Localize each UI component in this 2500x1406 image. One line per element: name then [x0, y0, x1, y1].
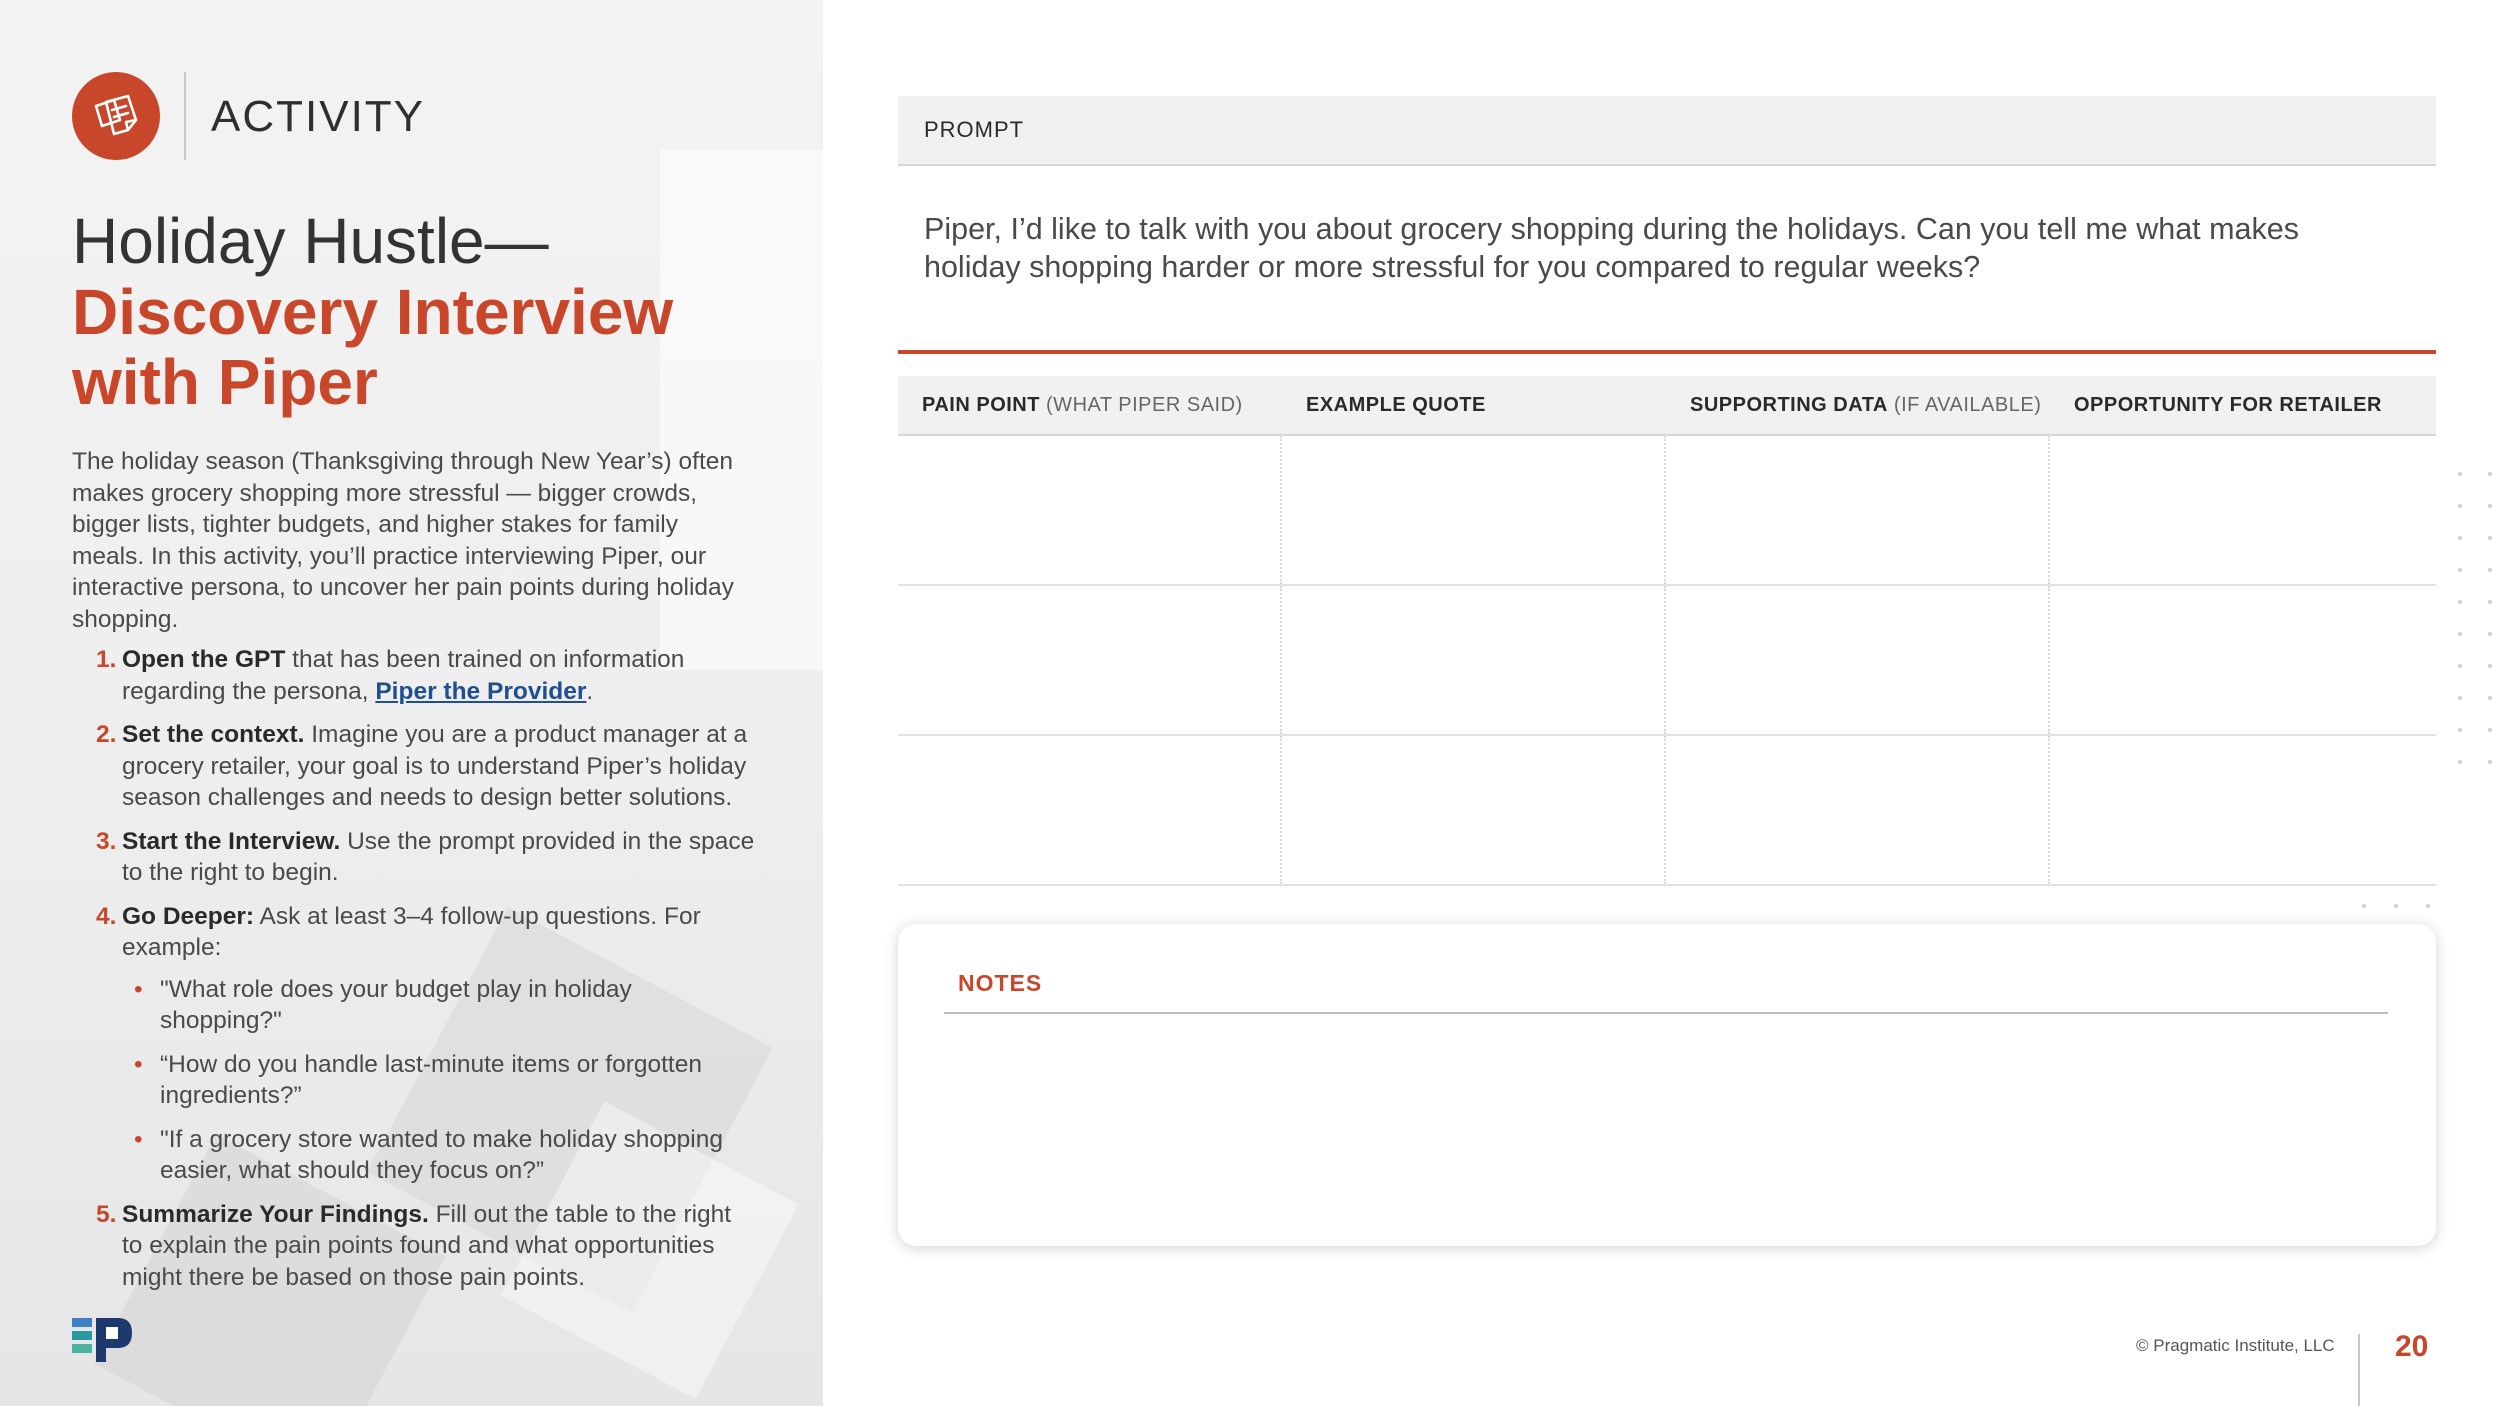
- decorative-dot: [2426, 904, 2430, 908]
- table-cell[interactable]: [898, 436, 1282, 584]
- prompt-header: [898, 96, 2436, 166]
- table-cell[interactable]: [1282, 586, 1666, 734]
- decorative-dot: [2362, 904, 2366, 908]
- sticky-notes-icon: [72, 72, 160, 160]
- decorative-dot: [2488, 760, 2492, 764]
- column-sublabel: (WHAT PIPER SAID): [1039, 394, 1243, 416]
- notes-box[interactable]: [898, 924, 2436, 1246]
- column-label: EXAMPLE QUOTE: [1306, 394, 1486, 416]
- steps-list: [96, 644, 756, 1305]
- step-text: .: [586, 677, 594, 705]
- step-4: [96, 901, 756, 1187]
- left-panel: [0, 0, 823, 1406]
- notes-underline: [944, 1012, 2388, 1014]
- step-text: Fill out the table to the right to explain the pain points found and what opportunities might there be based on those pain points.: [122, 1200, 732, 1291]
- decorative-dot: [2458, 568, 2462, 572]
- table-cell[interactable]: [2050, 436, 2434, 584]
- step-heading: Start the Interview.: [122, 827, 341, 855]
- decorative-dot: [2394, 904, 2398, 908]
- table-row: [898, 436, 2436, 586]
- list-item: [122, 1124, 756, 1187]
- table-cell[interactable]: [2050, 586, 2434, 734]
- step-number: 2.: [96, 721, 117, 748]
- step-3: [96, 826, 756, 889]
- notes-label: NOTES: [958, 970, 1043, 996]
- table-row: [898, 736, 2436, 886]
- decorative-dot: [2488, 728, 2492, 732]
- step-heading: Set the context.: [122, 721, 305, 748]
- title-line-1: Holiday Hustle—: [72, 205, 549, 277]
- intro-paragraph: The holiday season (Thanksgiving through New Year’s) often makes grocery shopping more stressful — bigger crowds, bigger lists, tighter budgets, and higher stakes for family meals. In this activity, you’ll practice interviewing Piper, our interactive persona, to uncover her pain points during holiday shopping.: [72, 448, 734, 633]
- bullet-icon: •: [134, 1125, 143, 1153]
- example-questions: [122, 974, 756, 1187]
- step-heading: Summarize Your Findings.: [122, 1200, 429, 1228]
- prompt-label: PROMPT: [924, 117, 1025, 142]
- step-1: [96, 644, 756, 707]
- section-divider: [898, 350, 2436, 354]
- step-number: 3.: [96, 827, 117, 855]
- title-line-2: Discovery Interview: [72, 276, 674, 348]
- step-text: Imagine you are a product manager at a grocery retailer, your goal is to understand Piper’s holiday season challenges and needs to design better solutions.: [122, 721, 748, 811]
- bullet-text: “How do you handle last-minute items or forgotten ingredients?”: [160, 1050, 702, 1109]
- step-heading: Open the GPT: [122, 646, 286, 673]
- decorative-dot: [2458, 632, 2462, 636]
- table-cell[interactable]: [1666, 586, 2050, 734]
- header-divider: [184, 72, 186, 160]
- page-title: [72, 205, 772, 417]
- table-cell[interactable]: [898, 736, 1282, 884]
- step-number: 4.: [96, 902, 117, 930]
- step-number: 1.: [96, 646, 117, 673]
- decorative-dot: [2488, 504, 2492, 508]
- column-label: PAIN POINT: [922, 394, 1040, 416]
- table-row: [898, 586, 2436, 736]
- piper-the-provider-link[interactable]: Piper the Provider: [375, 677, 587, 705]
- step-heading: Go Deeper:: [122, 902, 255, 930]
- decorative-dot: [2488, 696, 2492, 700]
- prompt-text: Piper, I’d like to talk with you about grocery shopping during the holidays. Can you tell me what makes holiday shopping harder or more stressful for you compared to regular weeks?: [924, 212, 2299, 284]
- decorative-dot: [2458, 760, 2462, 764]
- decorative-dot: [2488, 664, 2492, 668]
- decorative-dot: [2488, 568, 2492, 572]
- table-cell[interactable]: [1282, 736, 1666, 884]
- table-cell[interactable]: [1282, 436, 1666, 584]
- decorative-dot: [2458, 472, 2462, 476]
- column-header-example-quote: [1282, 376, 1666, 434]
- decorative-dot: [2458, 536, 2462, 540]
- column-sublabel: (IF AVAILABLE): [1887, 394, 2042, 416]
- step-text: that has been trained on information regarding the persona,: [122, 646, 685, 705]
- pragmatic-institute-logo: [72, 1316, 134, 1369]
- step-text: Ask at least 3–4 follow-up questions. For example:: [122, 902, 701, 961]
- table-cell[interactable]: [1666, 436, 2050, 584]
- title-line-3: with Piper: [72, 346, 378, 418]
- decorative-dot: [2458, 600, 2462, 604]
- findings-table: [898, 376, 2436, 886]
- step-text: Use the prompt provided in the space to the right to begin.: [122, 827, 755, 886]
- page-number: 20: [2395, 1330, 2429, 1363]
- bullet-icon: •: [134, 1050, 143, 1078]
- column-header-opportunity: [2050, 376, 2434, 434]
- table-cell[interactable]: [1666, 736, 2050, 884]
- decorative-dot: [2458, 696, 2462, 700]
- decorative-dot: [2488, 600, 2492, 604]
- decorative-dot: [2488, 472, 2492, 476]
- step-number: 5.: [96, 1200, 117, 1228]
- copyright-text: © Pragmatic Institute, LLC: [2136, 1336, 2335, 1355]
- decorative-dot: [2458, 728, 2462, 732]
- step-2: [96, 719, 756, 814]
- table-header: [898, 376, 2436, 436]
- bullet-text: "If a grocery store wanted to make holiday shopping easier, what should they focus on?”: [160, 1125, 723, 1184]
- table-cell[interactable]: [898, 586, 1282, 734]
- column-label: SUPPORTING DATA: [1690, 394, 1888, 416]
- column-label: OPPORTUNITY FOR RETAILER: [2074, 394, 2382, 416]
- decorative-dot: [2488, 536, 2492, 540]
- table-cell[interactable]: [2050, 736, 2434, 884]
- step-5: [96, 1199, 756, 1294]
- decorative-dot: [2458, 504, 2462, 508]
- list-item: [122, 974, 756, 1037]
- list-item: [122, 1049, 756, 1112]
- column-header-pain-point: [898, 376, 1282, 434]
- decorative-dot: [2488, 632, 2492, 636]
- bullet-icon: •: [134, 975, 143, 1003]
- activity-label: ACTIVITY: [211, 92, 426, 141]
- bullet-text: "What role does your budget play in holiday shopping?": [160, 975, 632, 1034]
- column-header-supporting-data: [1666, 376, 2050, 434]
- decorative-dot: [2458, 664, 2462, 668]
- footer-divider: [2358, 1334, 2360, 1406]
